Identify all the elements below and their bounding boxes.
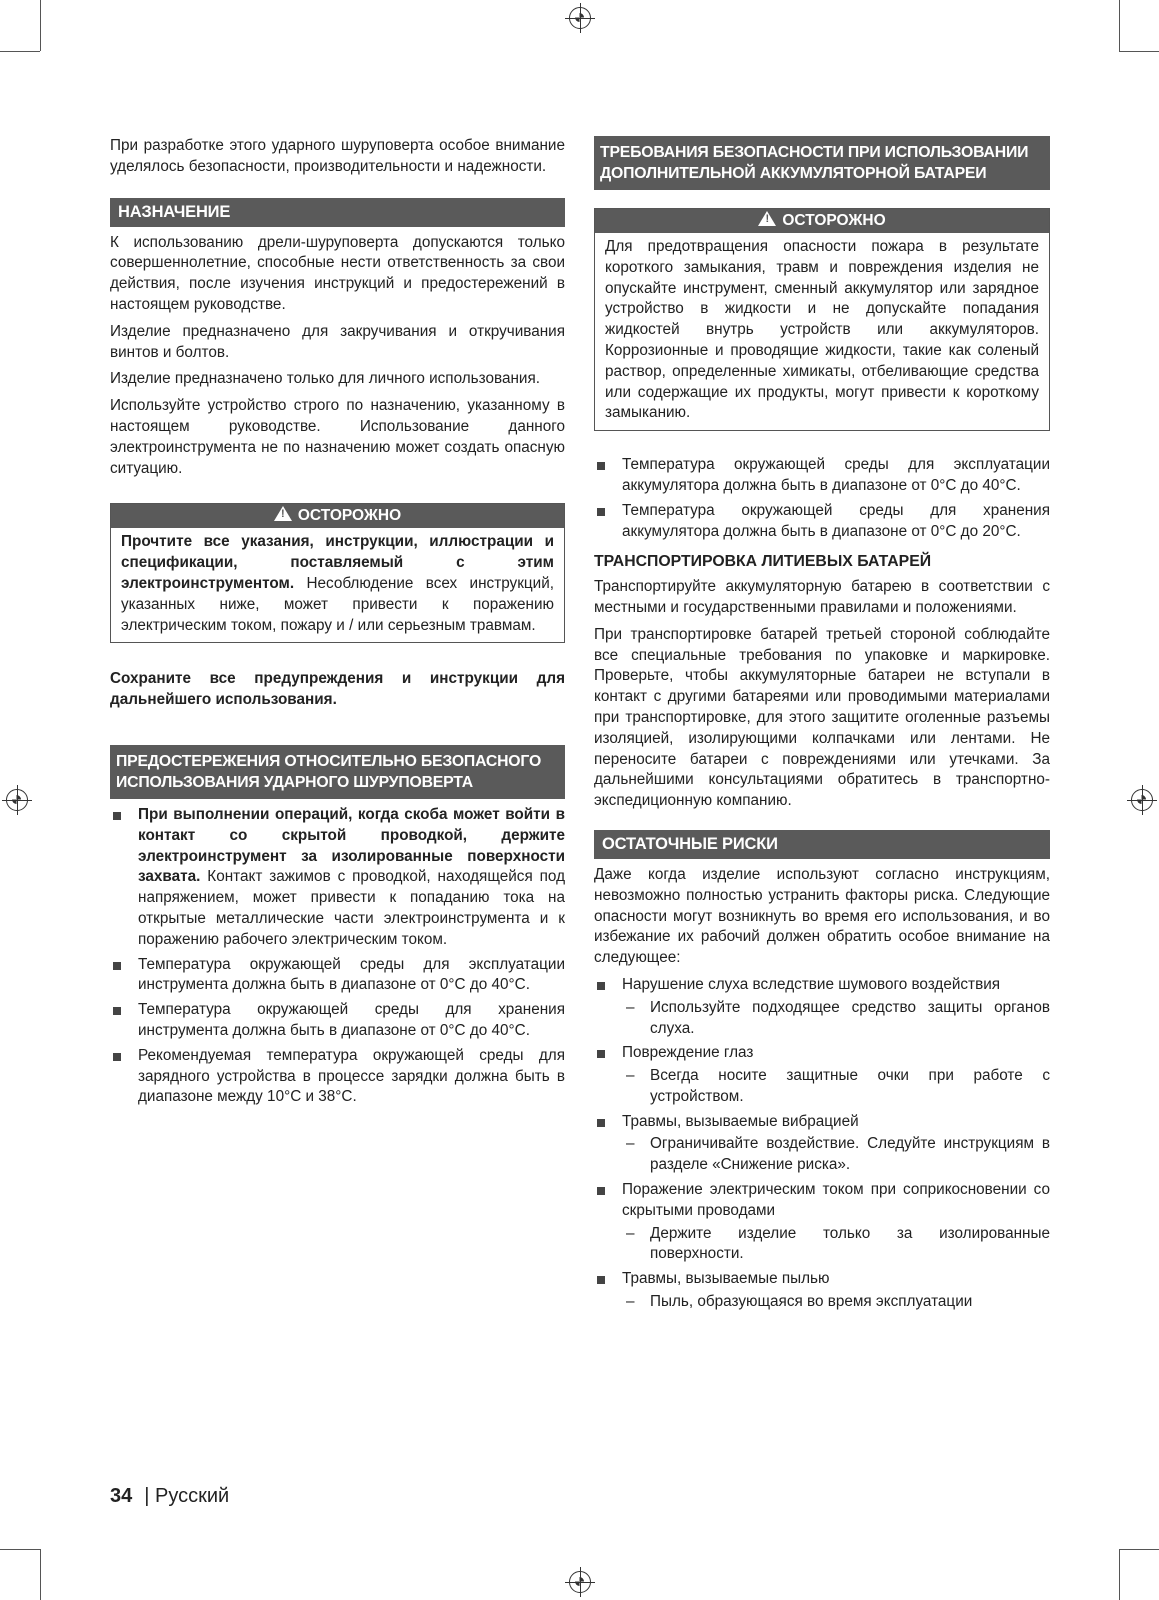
crop-mark bbox=[1119, 0, 1120, 51]
risks-heading: ОСТАТОЧНЫЕ РИСКИ bbox=[594, 830, 1050, 859]
page-number: 34 bbox=[110, 1485, 133, 1507]
list-item: Температура окружающей среды для эксплуатации инструмента должна быть в диапазоне от 0°C до 40°C. bbox=[110, 955, 565, 997]
crop-mark bbox=[1119, 1549, 1120, 1600]
safety-heading-line: ИСПОЛЬЗОВАНИЯ УДАРНОГО ШУРУПОВЕРТА bbox=[116, 773, 473, 791]
battery-list bbox=[594, 455, 1050, 542]
list-item bbox=[594, 1269, 1050, 1313]
warning-triangle-icon: ! bbox=[274, 506, 292, 521]
list-item bbox=[594, 1043, 1050, 1107]
warning-title: ОСТОРОЖНО bbox=[782, 212, 886, 229]
list-item: Температура окружающей среды для хранения аккумулятора должна быть в диапазоне от 0°C до 20°C. bbox=[594, 501, 1050, 543]
warning-text bbox=[121, 532, 554, 636]
battery-safety-heading bbox=[594, 136, 1050, 190]
crop-mark bbox=[0, 51, 40, 52]
battery-heading-line: ТРЕБОВАНИЯ БЕЗОПАСНОСТИ ПРИ ИСПОЛЬЗОВАНИИ bbox=[600, 144, 1029, 161]
list-item bbox=[594, 975, 1050, 1039]
warning-text: Для предотвращения опасности пожара в результате короткого замыкания, травм и повреждения изделия не опускайте инструмент, сменный аккумулятор или зарядное устройство в жидкости и не допускайте попадания жидкостей внутрь устройств или аккумуляторов. Коррозионные и проводящие жидкости, такие как соленый раствор, определенные химикаты, отбеливающие средства или содержащие их продукты, могут привести к короткому замыканию. bbox=[605, 238, 1039, 422]
list-item-text: Контакт зажимов с проводкой, находящейся под напряжением, может привести к попаданию тока на открытые металлические части электроинструмента и к поражению рабочего электрическим током. bbox=[138, 868, 565, 948]
warning-header bbox=[111, 504, 564, 528]
safety-heading bbox=[110, 745, 565, 799]
transport-paragraph: Транспортируйте аккумуляторную батарею в соответствии с местными и государственными правилами и положениями. bbox=[594, 578, 1050, 616]
risks-paragraph: Даже когда изделие используют согласно инструкциям, невозможно полностью устранить факторы риска. Следующие опасности могут возникнуть во время его использования, и во избежание их рабочий должен обратить особое внимание на следующее: bbox=[594, 865, 1050, 967]
right-column bbox=[594, 136, 1050, 1319]
purpose-paragraph: Изделие предназначено для закручивания и откручивания винтов и болтов. bbox=[110, 322, 565, 361]
safety-list bbox=[110, 805, 565, 1108]
sub-list-item: – Держите изделие только за изолированные поверхности. bbox=[622, 1224, 1050, 1266]
purpose-heading: НАЗНАЧЕНИЕ bbox=[110, 198, 565, 227]
warning-plain-text: Несоблюдение всех инструкций, указанных ниже, может привести к поражению электрическим током, пожару и / или серьезным травмам. bbox=[121, 574, 554, 634]
purpose-paragraph: К использованию дрели-шуруповерта допускаются только совершеннолетние, способные нести ответственность за свои действия, после изучения инструкций и предостережений в настоящем руководстве. bbox=[110, 233, 565, 313]
sub-list-item: – Всегда носите защитные очки при работе с устройством. bbox=[622, 1066, 1050, 1108]
save-note-text: Сохраните все предупреждения и инструкции для дальнейшего использования. bbox=[110, 670, 565, 709]
battery-heading-line: ДОПОЛНИТЕЛЬНОЙ АККУМУЛЯТОРНОЙ БАТАРЕИ bbox=[600, 165, 987, 182]
warning-triangle-icon: ! bbox=[758, 211, 776, 226]
list-item: Температура окружающей среды для хранения инструмента должна быть в диапазоне от 0°C до 40°C. bbox=[110, 1000, 565, 1042]
page-footer bbox=[110, 1485, 229, 1508]
crop-mark bbox=[40, 0, 41, 51]
risk-text: Травмы, вызываемые пылью bbox=[622, 1270, 830, 1288]
transport-paragraph: При транспортировке батарей третьей стороной соблюдайте все специальные требования по упаковке и маркировке. Проверьте, чтобы аккумуляторные батареи не вступали в контакт с другими батареями или проводимыми материалами при транспортировке, для этого защитите оголенные разъемы изоляцией, изолирующими колпачками или лентами. Не переносите батареи с повреждениями или утечками. За дальнейшими консультациями обратитесь в транспортно-экспедиционную компанию. bbox=[594, 625, 1050, 810]
list-item: Температура окружающей среды для эксплуатации аккумулятора должна быть в диапазоне от 0°C до 40°C. bbox=[594, 455, 1050, 497]
transport-heading: ТРАНСПОРТИРОВКА ЛИТИЕВЫХ БАТАРЕЙ bbox=[594, 553, 932, 571]
list-item bbox=[594, 1180, 1050, 1265]
registration-mark-icon bbox=[569, 1571, 591, 1593]
list-item: Рекомендуемая температура окружающей среды для зарядного устройства в процессе зарядки должна быть в диапазоне между 10°C и 38°C. bbox=[110, 1046, 565, 1108]
warning-bold-text: Прочтите все указания, инструкции, иллюстрации и спецификации, поставляемый с этим электроинструментом. bbox=[121, 533, 554, 592]
crop-mark bbox=[1119, 1549, 1159, 1550]
sub-list-item: – Используйте подходящее средство защиты органов слуха. bbox=[622, 998, 1050, 1040]
sub-list-item: – Пыль, образующаяся во время эксплуатации bbox=[622, 1292, 1050, 1313]
warning-header bbox=[595, 209, 1049, 233]
left-column bbox=[110, 136, 565, 1114]
sub-list-item: – Ограничивайте воздействие. Следуйте инструкциям в разделе «Снижение риска». bbox=[622, 1134, 1050, 1176]
list-item bbox=[110, 805, 565, 951]
language-label: | Русский bbox=[144, 1485, 230, 1507]
purpose-paragraph: Изделие предназначено только для личного использования. bbox=[110, 370, 540, 388]
registration-mark-icon bbox=[569, 7, 591, 29]
risks-list bbox=[594, 975, 1050, 1313]
registration-mark-icon bbox=[1131, 789, 1153, 811]
risk-text: Поражение электрическим током при соприкосновении со скрытыми проводами bbox=[622, 1181, 1050, 1219]
list-item-bold: При выполнении операций, когда скоба может войти в контакт со скрытой проводкой, держите электроинструмент за изолированные поверхности захвата. bbox=[138, 805, 565, 886]
save-instructions-note bbox=[110, 669, 565, 711]
risk-text: Травмы, вызываемые вибрацией bbox=[622, 1112, 859, 1130]
safety-heading-line: ПРЕДОСТЕРЕЖЕНИЯ ОТНОСИТЕЛЬНО БЕЗОПАСНОГО bbox=[116, 752, 542, 770]
risk-text: Нарушение слуха вследствие шумового воздействия bbox=[622, 975, 1001, 993]
intro-paragraph: При разработке этого ударного шуруповерта особое внимание уделялось безопасности, производительности и надежности. bbox=[110, 137, 565, 175]
crop-mark bbox=[40, 1549, 41, 1600]
risk-text: Повреждение глаз bbox=[622, 1044, 754, 1062]
warning-box bbox=[110, 503, 565, 643]
crop-mark bbox=[0, 1549, 40, 1550]
purpose-paragraph: Используйте устройство строго по назначению, указанному в настоящем руководстве. Использование данного электроинструмента не по назначению может создать опасную ситуацию. bbox=[110, 397, 565, 477]
crop-mark bbox=[1119, 51, 1159, 52]
warning-title: ОСТОРОЖНО bbox=[297, 507, 402, 525]
list-item bbox=[594, 1112, 1050, 1176]
warning-box bbox=[594, 208, 1050, 431]
registration-mark-icon bbox=[6, 789, 28, 811]
